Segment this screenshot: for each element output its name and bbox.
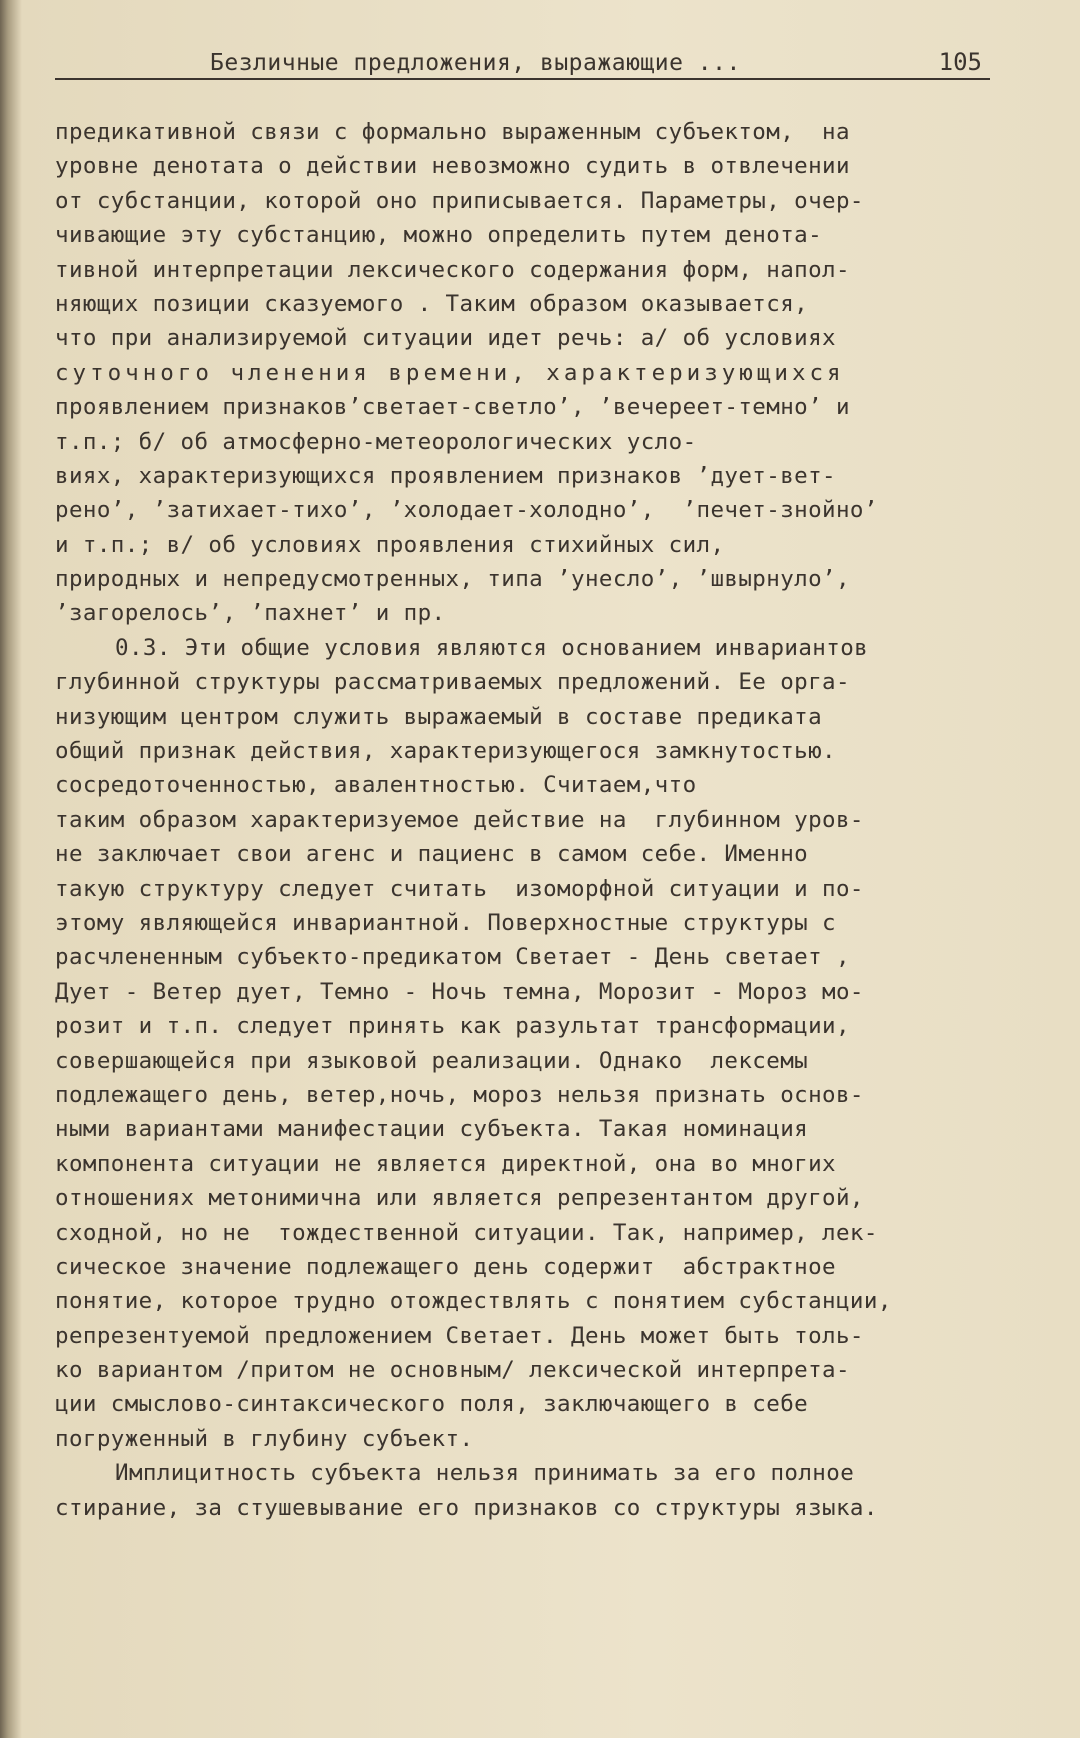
- text-line: сическое значение подлежащего день содержит абстрактное: [55, 1253, 836, 1280]
- running-header: [55, 48, 990, 82]
- text-line: стирание, за стушевывание его признаков со структуры языка.: [55, 1494, 878, 1521]
- text-line: ции смыслово-синтаксического поля, заключающего в себе: [55, 1391, 809, 1418]
- page-number: 105: [938, 48, 982, 76]
- text-line: ’загорелось’, ’пахнет’ и пр.: [55, 600, 446, 627]
- running-header-title: Безличные предложения, выражающие ...: [210, 50, 741, 76]
- text-line: низующим центром служить выражаемый в составе предиката: [55, 703, 823, 730]
- text-line: расчлененным субъекто-предикатом Светает - День светает ,: [55, 944, 850, 971]
- text-line: и т.п.; в/ об условиях проявления стихийных сил,: [55, 531, 725, 558]
- text-line: ко вариантом /притом не основным/ лексической интерпрета-: [55, 1357, 850, 1384]
- text-line: предикативной связи с формально выраженным субъектом, на: [55, 119, 850, 145]
- text-line: отношениях метонимична или является репрезентантом другой,: [55, 1185, 864, 1212]
- text-line: проявлением признаков’светает-светло’, ’вечереет-темно’ и: [55, 394, 850, 421]
- text-line: такую структуру следует считать изоморфной ситуации и по-: [55, 875, 864, 902]
- text-line: этому являющейся инвариантной. Поверхностные структуры с: [55, 909, 836, 936]
- text-line: репрезентуемой предложением Светает. День может быть толь-: [55, 1322, 864, 1349]
- text-line: уровне денотата о действии невозможно судить в отвлечении: [55, 153, 850, 180]
- text-line: няющих позиции сказуемого . Таким образом оказывается,: [55, 290, 809, 317]
- paragraph-start-line: Имплицитность субъекта нельзя принимать за его полное: [115, 1460, 855, 1487]
- text-line: не заключает свои агенс и пациенс в самом себе. Именно: [55, 841, 809, 868]
- text-line: сходной, но не тождественной ситуации. Так, например, лек-: [55, 1219, 878, 1246]
- text-line: ными вариантами манифестации субъекта. Такая номинация: [55, 1116, 809, 1143]
- text-line: погруженный в глубину субъект.: [55, 1425, 474, 1452]
- text-line: природных и непредусмотренных, типа ’унесло’, ’швырнуло’,: [55, 566, 850, 593]
- text-line: подлежащего день, ветер,ночь, мороз нельзя признать основ-: [55, 1081, 864, 1108]
- text-line: розит и т.п. следует принять как разультат трансформации,: [55, 1013, 850, 1040]
- text-line: Дует - Ветер дует, Темно - Ночь темна, Морозит - Мороз мо-: [55, 978, 864, 1005]
- text-line: т.п.; б/ об атмосферно-метеорологических усло-: [55, 428, 697, 455]
- body-text: [55, 115, 1015, 1525]
- text-line: сосредоточенностью, авалентностью. Считаем,что: [55, 772, 697, 799]
- text-line: суточного членения времени, характеризующихся: [55, 359, 845, 386]
- text-line: чивающие эту субстанцию, можно определить путем денота-: [55, 222, 823, 249]
- text-line: виях, характеризующихся проявлением признаков ’дует-вет-: [55, 462, 836, 489]
- text-line: тивной интерпретации лексического содержания форм, напол-: [55, 256, 850, 283]
- text-line: что при анализируемой ситуации идет речь: а/ об условиях: [55, 325, 836, 352]
- text-line: совершающейся при языковой реализации. Однако лексемы: [55, 1047, 809, 1074]
- text-line: компонента ситуации не является директной, она во многих: [55, 1150, 836, 1177]
- paragraph-start-line: 0.3. Эти общие условия являются основанием инвариантов: [115, 634, 869, 661]
- text-line: таким образом характеризуемое действие на глубинном уров-: [55, 806, 864, 833]
- text-line: от субстанции, которой оно приписывается. Параметры, очер-: [55, 187, 864, 214]
- text-line: общий признак действия, характеризующегося замкнутостью.: [55, 738, 836, 765]
- text-line: рено’, ’затихает-тихо’, ’холодает-холодно’, ’печет-знойно’: [55, 497, 878, 524]
- text-line: понятие, которое трудно отождествлять с понятием субстанции,: [55, 1288, 892, 1315]
- header-rule: [55, 78, 990, 80]
- text-line: глубинной структуры рассматриваемых предложений. Ее орга-: [55, 669, 850, 696]
